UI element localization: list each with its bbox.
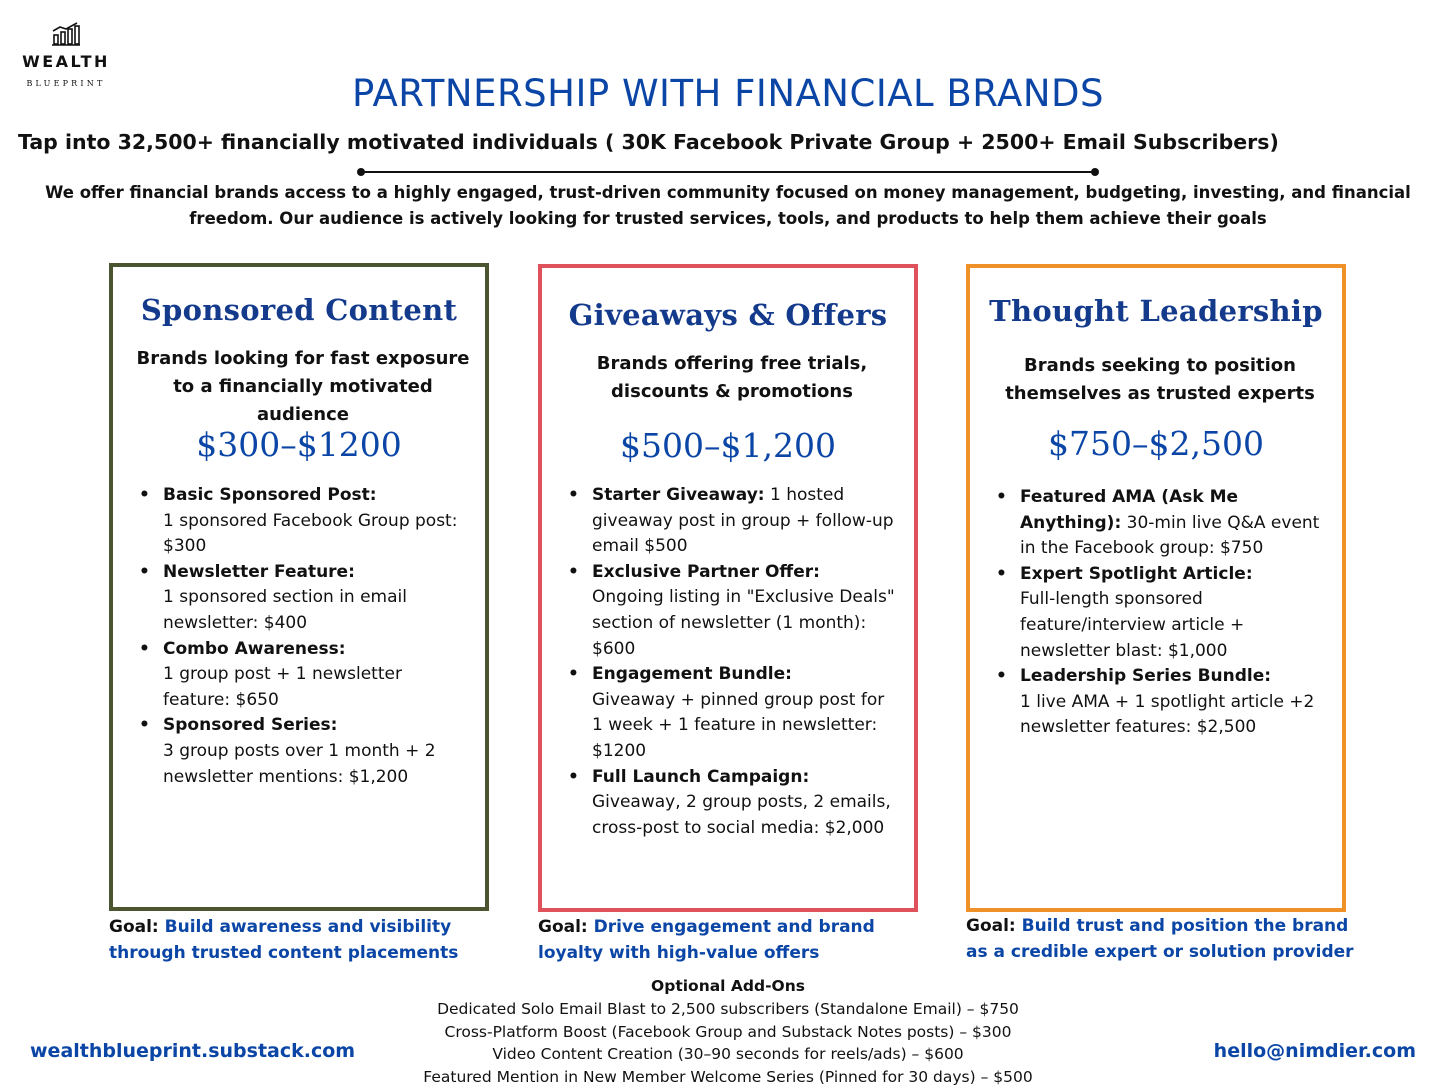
item-name: Leadership Series Bundle: xyxy=(1020,666,1272,687)
price-range: $500–$1,200 xyxy=(620,426,836,465)
package-card-thought-leadership xyxy=(966,264,1346,912)
website-link[interactable]: wealthblueprint.substack.com xyxy=(30,1040,356,1062)
card-subtitle: Brands offering free trials, discounts & promotions xyxy=(596,353,868,402)
goal-text: Drive engagement and brand loyalty with high-value offers xyxy=(538,917,875,963)
item-desc: 1 hosted giveaway post in group + follow-up email $500 xyxy=(592,485,894,557)
item-desc: 1 live AMA + 1 spotlight article +2 newsletter features: $2,500 xyxy=(1020,691,1315,738)
list-item xyxy=(1020,562,1328,664)
package-card-giveaways-offers xyxy=(538,264,918,912)
list-item xyxy=(1020,485,1328,562)
list-item xyxy=(163,713,471,790)
email-link[interactable]: hello@nimdier.com xyxy=(1213,1040,1416,1062)
price-range: $300–$1200 xyxy=(196,425,402,464)
addon-line: Video Content Creation (30–90 seconds for reels/ads) – $600 xyxy=(492,1045,964,1064)
item-name: Full Launch Campaign: xyxy=(592,766,810,787)
card-title: Sponsored Content xyxy=(140,293,458,327)
goal-sponsored-content xyxy=(109,914,479,966)
decorative-divider xyxy=(360,171,1096,173)
list-item xyxy=(592,483,900,560)
card-title: Giveaways & Offers xyxy=(568,298,888,332)
package-list xyxy=(1020,485,1328,741)
item-name: Basic Sponsored Post: xyxy=(163,485,377,505)
package-list xyxy=(163,483,471,790)
brand-subname: BLUEPRINT xyxy=(26,79,106,88)
goal-giveaways-offers xyxy=(538,914,918,966)
package-card-sponsored-content xyxy=(109,263,489,911)
item-name: Exclusive Partner Offer: xyxy=(592,561,820,582)
addons-title: Optional Add-Ons xyxy=(651,977,805,995)
card-subtitle: Brands looking for fast exposure to a financially motivated audience xyxy=(136,348,470,425)
bar-chart-growth-icon xyxy=(51,22,81,46)
list-item xyxy=(592,765,900,842)
item-desc: Giveaway, 2 group posts, 2 emails, cross-post to social media: $2,000 xyxy=(592,792,891,838)
package-list xyxy=(592,483,900,841)
price-range: $750–$2,500 xyxy=(1048,424,1264,463)
page-title: PARTNERSHIP WITH FINANCIAL BRANDS xyxy=(352,72,1104,115)
item-name: Combo Awareness: xyxy=(163,638,346,659)
brand-name: WEALTH xyxy=(22,52,110,71)
addon-line: Featured Mention in New Member Welcome Series (Pinned for 30 days) – $500 xyxy=(423,1068,1033,1087)
goal-text: Build awareness and visibility through trusted content placements xyxy=(109,917,459,963)
list-item xyxy=(1020,664,1328,741)
list-item xyxy=(592,560,900,662)
list-item xyxy=(163,637,471,714)
goal-text: Build trust and position the brand as a credible expert or solution provider xyxy=(966,916,1354,962)
goal-label: Goal: xyxy=(966,916,1016,936)
item-name: Engagement Bundle: xyxy=(592,664,792,685)
item-name: Sponsored Series: xyxy=(163,715,338,736)
list-item xyxy=(592,662,900,764)
item-desc: Ongoing listing in "Exclusive Deals" section of newsletter (1 month): $600 xyxy=(592,587,895,659)
item-desc: 1 sponsored section in email newsletter: $400 xyxy=(163,587,407,633)
item-name: Starter Giveaway: xyxy=(592,485,765,505)
item-desc: Full-length sponsored feature/interview article + newsletter blast: $1,000 xyxy=(1020,589,1245,661)
goal-thought-leadership xyxy=(966,913,1366,965)
item-name: Featured AMA (Ask Me Anything): xyxy=(1020,487,1239,533)
item-name: Newsletter Feature: xyxy=(163,561,355,582)
list-item xyxy=(163,483,471,560)
item-desc: 30-min live Q&A event in the Facebook group: $750 xyxy=(1020,512,1320,559)
item-desc: Giveaway + pinned group post for 1 week + 1 feature in newsletter: $1200 xyxy=(592,689,885,761)
item-name: Expert Spotlight Article: xyxy=(1020,563,1253,584)
card-subtitle: Brands seeking to position themselves as trusted experts xyxy=(1005,355,1315,404)
item-desc: 3 group posts over 1 month + 2 newsletter mentions: $1,200 xyxy=(163,740,436,787)
tagline: Tap into 32,500+ financially motivated individuals ( 30K Facebook Private Group + 2500+ Email Subscribers) xyxy=(18,130,1279,154)
item-desc: 1 sponsored Facebook Group post: $300 xyxy=(163,510,458,557)
card-title: Thought Leadership xyxy=(989,294,1323,328)
goal-label: Goal: xyxy=(109,917,159,937)
goal-label: Goal: xyxy=(538,917,588,937)
addon-line: Cross-Platform Boost (Facebook Group and Substack Notes posts) – $300 xyxy=(444,1022,1012,1041)
intro-paragraph: We offer financial brands access to a highly engaged, trust-driven community focused on money management, budgeting, investing, and financial freedom. Our audience is actively looking for trusted services, tools, and products to help them achieve their goals xyxy=(45,183,1411,228)
optional-addons xyxy=(330,975,1126,1089)
item-desc: 1 group post + 1 newsletter feature: $650 xyxy=(163,664,402,710)
addon-line: Dedicated Solo Email Blast to 2,500 subscribers (Standalone Email) – $750 xyxy=(437,999,1019,1018)
list-item xyxy=(163,560,471,637)
